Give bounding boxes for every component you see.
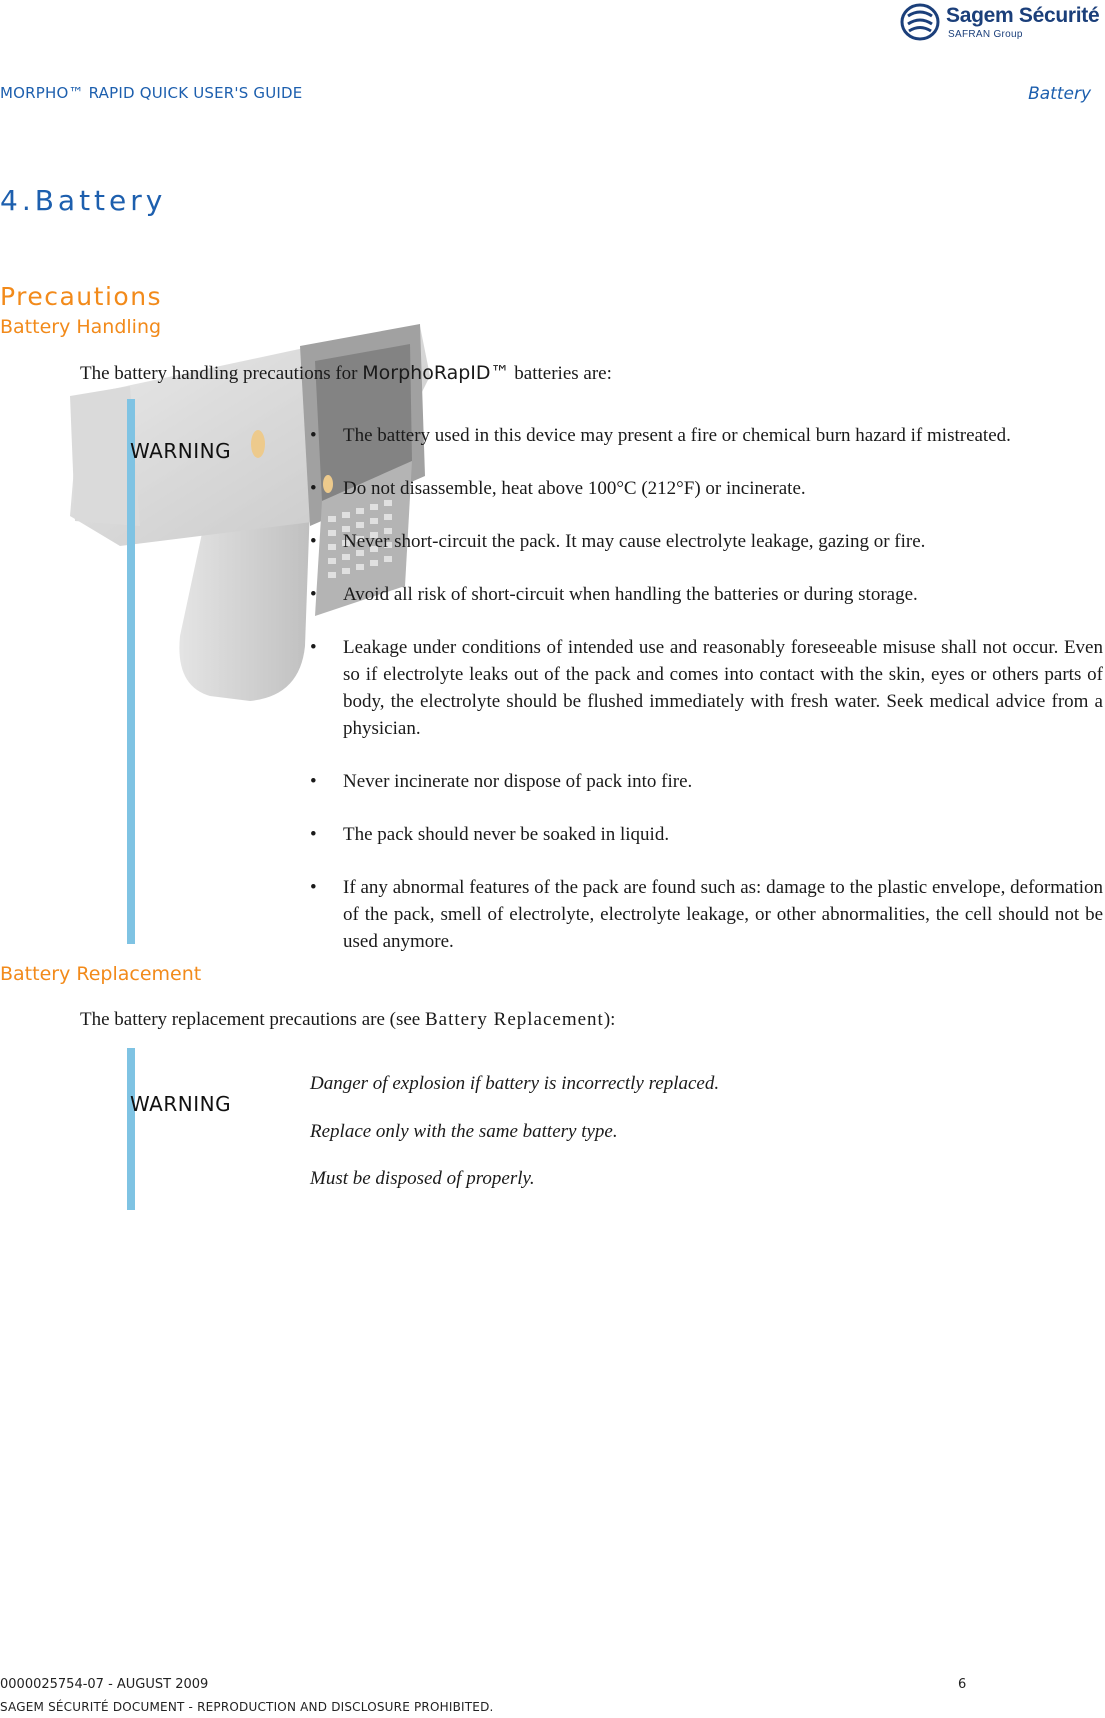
warning-label: WARNING (130, 439, 232, 463)
list-item: • Avoid all risk of short-circuit when handling the batteries or during storage. (310, 581, 1103, 608)
product-name: MorphoRapID™ (362, 362, 510, 384)
bullet: • (310, 478, 317, 499)
handling-intro-suffix: batteries are: (509, 363, 612, 384)
replacement-warning-line: Replace only with the same battery type. (310, 1121, 618, 1142)
guide-title: MORPHO™ RAPID QUICK USER'S GUIDE (0, 84, 303, 102)
replacement-warning-line: Danger of explosion if battery is incorrectly replaced. (310, 1073, 720, 1094)
bullet: • (310, 771, 317, 792)
bullet: • (310, 877, 317, 898)
company-logo (900, 2, 1100, 46)
precautions-heading: Precautions (0, 282, 163, 311)
bullet: • (310, 425, 317, 446)
replacement-link[interactable]: Battery Replacement (424, 1009, 604, 1030)
document-reference: 0000025754-07 - AUGUST 2009 (0, 1677, 209, 1692)
handling-intro-prefix: The battery handling precautions for (80, 363, 363, 384)
replacement-intro (80, 1009, 615, 1031)
bullet: • (310, 531, 317, 552)
list-item: • The battery used in this device may present a fire or chemical burn hazard if mistreated. (310, 422, 1103, 449)
bullet: • (310, 824, 317, 845)
list-item: • Never incinerate nor dispose of pack into fire. (310, 768, 1103, 795)
warning-label: WARNING (130, 1092, 232, 1116)
disclosure-notice: SAGEM SÉCURITÉ DOCUMENT - REPRODUCTION AND DISCLOSURE PROHIBITED. (0, 1700, 494, 1714)
logo-name: Sagem Sécurité (946, 4, 1100, 27)
sagem-logo-icon (900, 2, 940, 42)
replacement-intro-suffix: ): (603, 1009, 616, 1030)
bullet: • (310, 637, 317, 658)
handling-precautions-list (310, 422, 1103, 981)
replacement-intro-prefix: The battery replacement precautions are (see (80, 1009, 425, 1030)
logo-subtitle: SAFRAN Group (948, 29, 1023, 40)
list-item: • If any abnormal features of the pack are found such as: damage to the plastic envelope, deformation of the pack, smell of electrolyte, electrolyte leakage, or other abnormalities, the cell should not be used anymore. (310, 874, 1103, 955)
warning-bar (127, 1048, 135, 1210)
warning-bar (127, 399, 135, 944)
battery-replacement-heading: Battery Replacement (0, 963, 202, 985)
battery-handling-heading: Battery Handling (0, 316, 162, 338)
list-item: • Leakage under conditions of intended use and reasonably foreseeable misuse shall not occur. Even so if electrolyte leaks out of the pack and comes into contact with the skin, eyes or others parts of body, the electrolyte should be flushed immediately with fresh water. Seek medical advice from a physician. (310, 634, 1103, 742)
list-item: • Do not disassemble, heat above 100°C (212°F) or incinerate. (310, 475, 1103, 502)
replacement-warning-line: Must be disposed of properly. (310, 1168, 535, 1189)
chapter-title: 4.Battery (0, 184, 167, 217)
bullet: • (310, 584, 317, 605)
page-number: 6 (958, 1677, 967, 1692)
handling-intro (80, 362, 612, 385)
section-name: Battery (1028, 84, 1091, 104)
list-item: • The pack should never be soaked in liquid. (310, 821, 1103, 848)
list-item: • Never short-circuit the pack. It may cause electrolyte leakage, gazing or fire. (310, 528, 1103, 555)
